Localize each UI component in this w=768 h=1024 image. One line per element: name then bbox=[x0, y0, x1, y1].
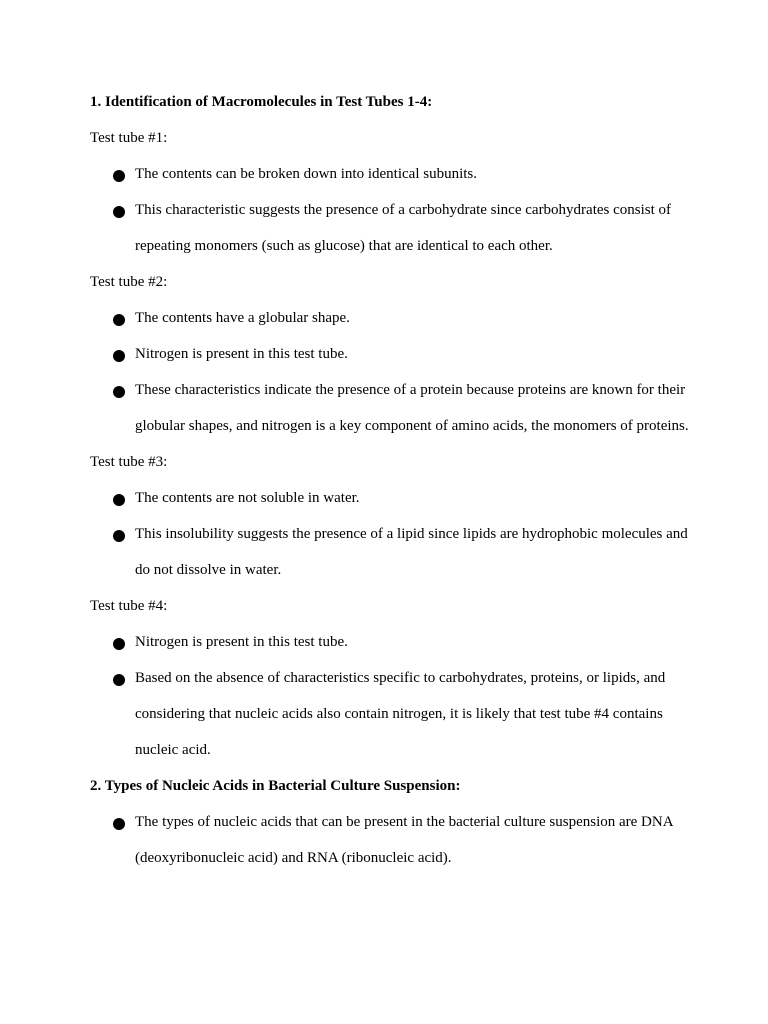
test-tube-4-list bbox=[90, 624, 690, 768]
bullet-icon bbox=[113, 638, 125, 650]
bullet-icon bbox=[113, 674, 125, 686]
list-item: The types of nucleic acids that can be present in the bacterial culture suspension are DNA (deoxyribonucleic acid) and RNA (ribonucleic acid). bbox=[90, 804, 690, 876]
document-page bbox=[90, 84, 690, 876]
test-tube-1-label: Test tube #1: bbox=[90, 130, 168, 146]
bullet-icon bbox=[113, 170, 125, 182]
list-item: These characteristics indicate the presence of a protein because proteins are known for their globular shapes, and nitrogen is a key component of amino acids, the monomers of proteins. bbox=[90, 372, 690, 444]
list-item: Nitrogen is present in this test tube. bbox=[90, 624, 690, 660]
test-tube-1-list bbox=[90, 156, 690, 264]
bullet-icon bbox=[113, 350, 125, 362]
list-item: Nitrogen is present in this test tube. bbox=[90, 336, 690, 372]
section-2-list bbox=[90, 804, 690, 876]
test-tube-3-list bbox=[90, 480, 690, 588]
bullet-icon bbox=[113, 818, 125, 830]
bullet-icon bbox=[113, 206, 125, 218]
test-tube-4-label: Test tube #4: bbox=[90, 598, 168, 614]
bullet-icon bbox=[113, 494, 125, 506]
bullet-icon bbox=[113, 314, 125, 326]
list-item: Based on the absence of characteristics specific to carbohydrates, proteins, or lipids, and considering that nucleic acids also contain nitrogen, it is likely that test tube #4 contains nucleic acid. bbox=[90, 660, 690, 768]
list-item: The contents have a globular shape. bbox=[90, 300, 690, 336]
list-item: This characteristic suggests the presence of a carbohydrate since carbohydrates consist of repeating monomers (such as glucose) that are identical to each other. bbox=[90, 192, 690, 264]
section-2-heading: 2. Types of Nucleic Acids in Bacterial Culture Suspension: bbox=[90, 778, 461, 794]
bullet-icon bbox=[113, 530, 125, 542]
list-item: The contents are not soluble in water. bbox=[90, 480, 690, 516]
test-tube-3-label: Test tube #3: bbox=[90, 454, 168, 470]
test-tube-2-label: Test tube #2: bbox=[90, 274, 168, 290]
list-item: The contents can be broken down into identical subunits. bbox=[90, 156, 690, 192]
bullet-icon bbox=[113, 386, 125, 398]
list-item: This insolubility suggests the presence of a lipid since lipids are hydrophobic molecules and do not dissolve in water. bbox=[90, 516, 690, 588]
section-1-heading: 1. Identification of Macromolecules in Test Tubes 1-4: bbox=[90, 94, 433, 110]
test-tube-2-list bbox=[90, 300, 690, 444]
